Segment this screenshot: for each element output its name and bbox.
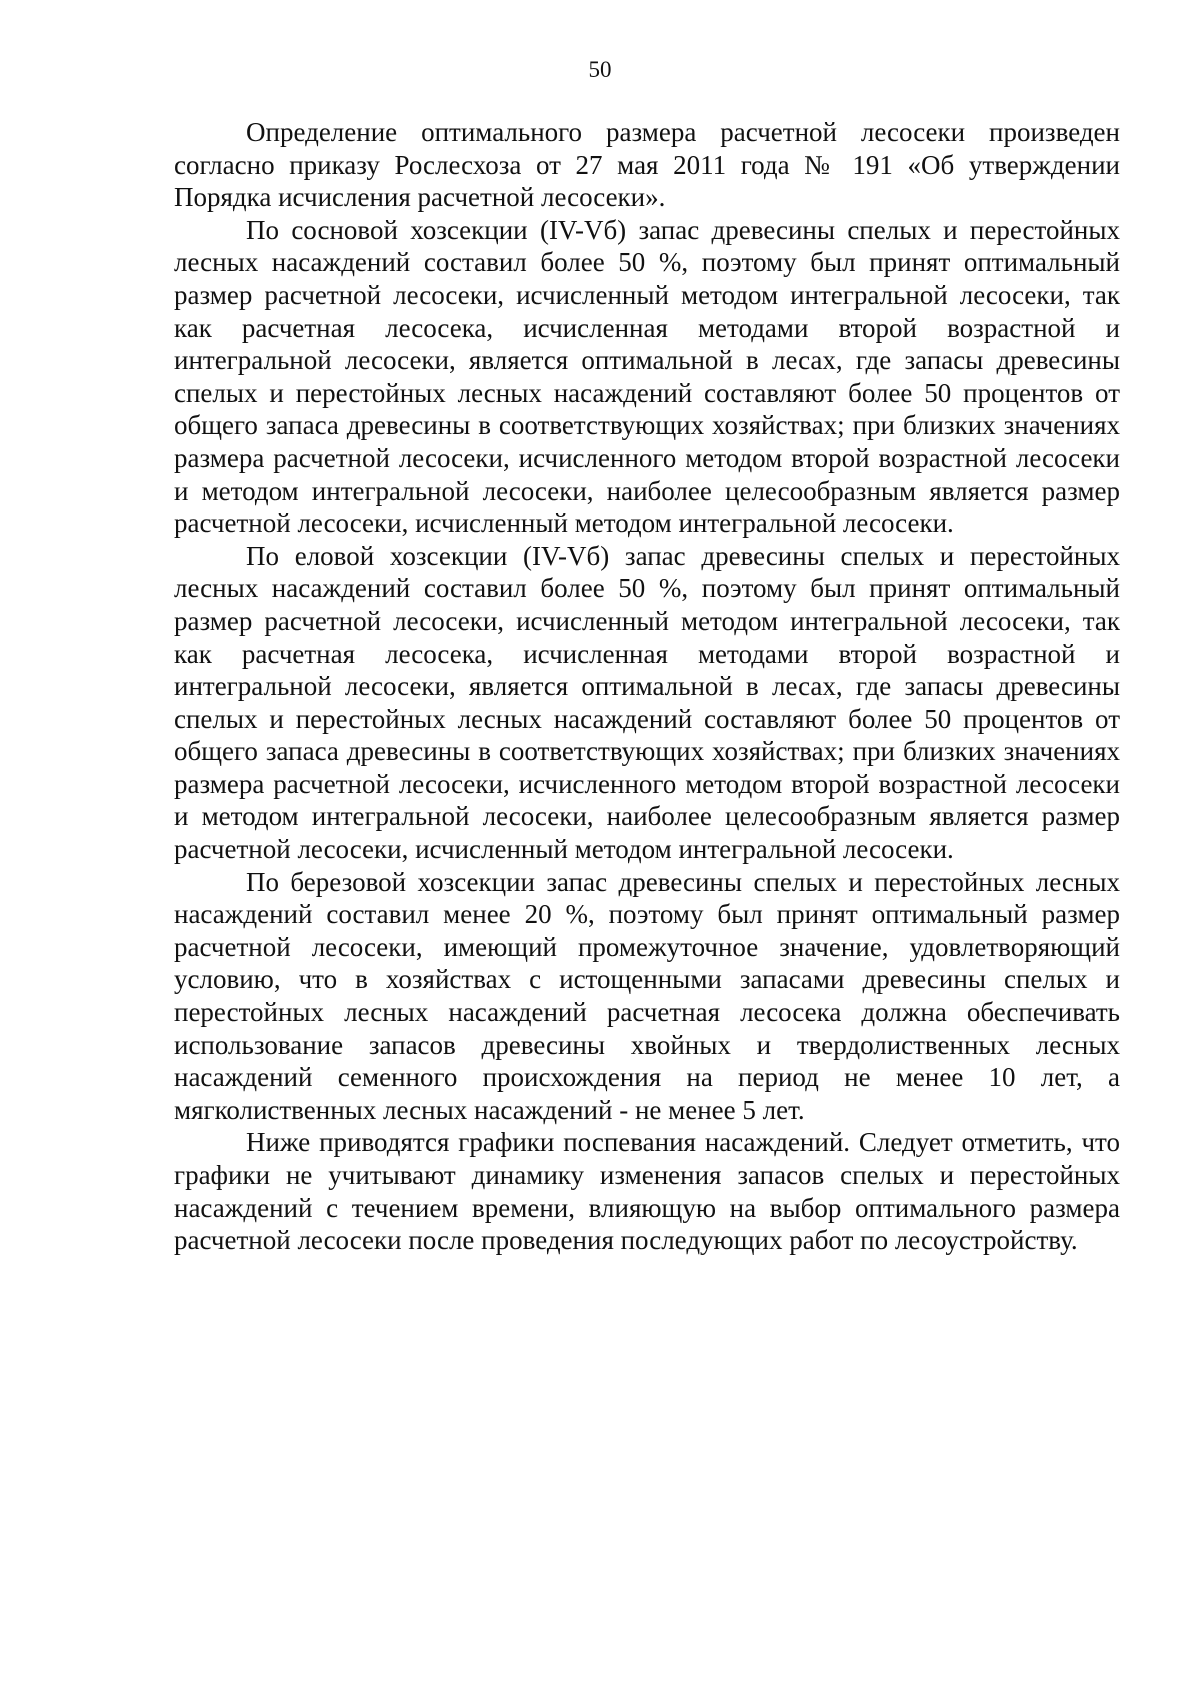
page-number: 50: [588, 57, 612, 82]
paragraph-birch-section: По березовой хозсекции запас древесины спелых и перестойных лесных насаждений составил менее 20 %, поэтому был принят оптимальный размер расчетной лесосеки, имеющий промежуточное значение, удовлетворяющий условию, что в хозяйствах с истощенными запасами древесины спелых и перестойных лесных насаждений расчетная лесосека должна обеспечивать использование запасов древесины хвойных и твердолиственных лесных насаждений семенного происхождения на период не менее 10 лет, а мягколиственных лесных насаждений - не менее 5 лет.: [174, 866, 1120, 1125]
paragraph-maturation-charts-note: Ниже приводятся графики поспевания насаждений. Следует отметить, что графики не учитывают динамику изменения запасов спелых и перестойных насаждений с течением времени, влияющую на выбор оптимального размера расчетной лесосеки после проведения последующих работ по лесоустройству.: [174, 1127, 1120, 1256]
document-body: [174, 116, 1120, 1257]
paragraph-pine-section: По сосновой хозсекции (IV-Vб) запас древесины спелых и перестойных лесных насаждений составил более 50 %, поэтому был принят оптимальный размер расчетной лесосеки, исчисленный методом интегральной лесосеки, так как расчетная лесосека, исчисленная методами второй возрастной и интегральной лесосеки, является оптимальной в лесах, где запасы древесины спелых и перестойных лесных насаждений составляют более 50 процентов от общего запаса древесины в соответствующих хозяйствах; при близких значениях размера расчетной лесосеки, исчисленного методом второй возрастной лесосеки и методом интегральной лесосеки, наиболее целесообразным является размер расчетной лесосеки, исчисленный методом интегральной лесосеки.: [174, 214, 1120, 539]
paragraph-spruce-section: По еловой хозсекции (IV-Vб) запас древесины спелых и перестойных лесных насаждений составил более 50 %, поэтому был принят оптимальный размер расчетной лесосеки, исчисленный методом интегральной лесосеки, так как расчетная лесосека, исчисленная методами второй возрастной и интегральной лесосеки, является оптимальной в лесах, где запасы древесины спелых и перестойных лесных насаждений составляют более 50 процентов от общего запаса древесины в соответствующих хозяйствах; при близких значениях размера расчетной лесосеки, исчисленного методом второй возрастной лесосеки и методом интегральной лесосеки, наиболее целесообразным является размер расчетной лесосеки, исчисленный методом интегральной лесосеки.: [174, 540, 1120, 865]
paragraph-calculation-order: Определение оптимального размера расчетной лесосеки произведен согласно приказу Рослесхоза от 27 мая 2011 года № 191 «Об утверждении Порядка исчисления расчетной лесосеки».: [174, 117, 1120, 213]
